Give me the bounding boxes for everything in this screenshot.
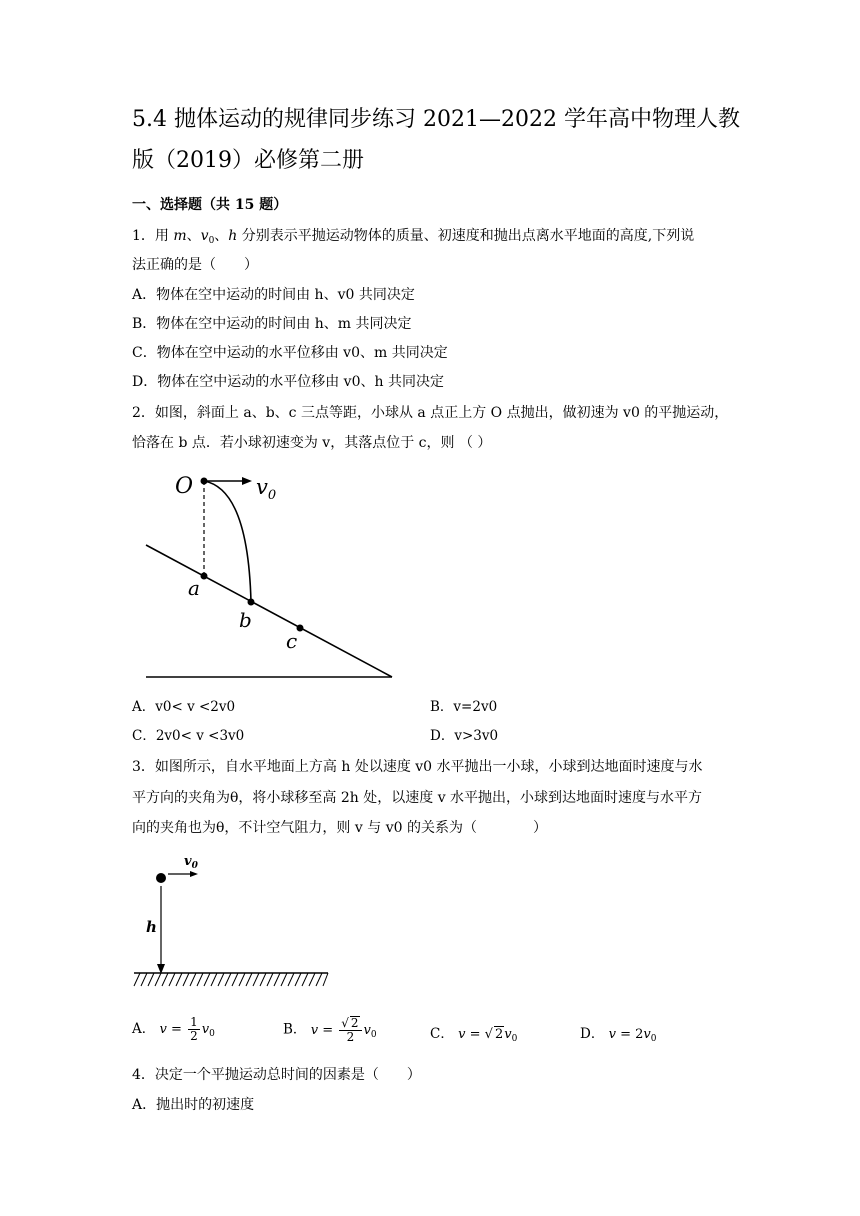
q3-option-a: A． v = $\frac{1}{2}$ $v_0$ <box>132 1015 215 1043</box>
q3-option-b: B． v = $\frac{√ 2}{2}$ $v_0$ <box>283 1016 377 1044</box>
q4-option-a: A．抛出时的初速度 <box>132 1097 255 1113</box>
q1-option-c: C．物体在空中运动的水平位移由 v0、m 共同决定 <box>132 345 448 361</box>
q2-incline-figure <box>140 465 400 685</box>
doc-title-line2: 版（2019）必修第二册 <box>132 148 364 173</box>
ground-hatching <box>134 973 328 986</box>
arrowhead-icon <box>242 477 252 485</box>
q2-option-c: C．2v0< v <3v0 <box>132 728 245 744</box>
label-b: b <box>239 608 252 632</box>
q1-option-a: A．物体在空中运动的时间由 h、v0 共同决定 <box>132 287 415 303</box>
q2-option-b: B．v=2v0 <box>430 699 498 715</box>
q4-stem: 4．决定一个平抛运动总时间的因素是（ ） <box>132 1067 421 1083</box>
point-a <box>201 573 208 580</box>
label-v0: $v_0$ <box>256 475 277 503</box>
q3-option-d-formula: $v = 2v_0$ <box>608 1027 657 1044</box>
q1-stem-line2: 法正确的是（ ） <box>132 257 258 273</box>
point-b <box>248 599 255 606</box>
q1-option-d: D．物体在空中运动的水平位移由 v0、h 共同决定 <box>132 374 444 390</box>
point-o <box>201 478 208 485</box>
q3-height-figure <box>128 848 338 1000</box>
q1-option-b: B．物体在空中运动的时间由 h、m 共同决定 <box>132 316 412 332</box>
q3-stem-line3: 向的夹角也为θ，不计空气阻力，则 v 与 v0 的关系为（ ） <box>132 820 547 836</box>
point-c <box>297 625 304 632</box>
q3-option-c: C． v = √ $2v_0$ <box>430 1026 518 1044</box>
trajectory-curve <box>204 481 251 602</box>
label-h: h <box>146 918 157 936</box>
q3-stem-line1: 3．如图所示，自水平地面上方高 h 处以速度 v0 水平抛出一小球，小球到达地面时速度与水 <box>132 759 703 775</box>
section-heading: 一、选择题（共 15 题） <box>132 197 288 213</box>
q3-stem-line2: 平方向的夹角为θ，将小球移至高 2h 处，以速度 v 水平抛出，小球到达地面时速度与水平方 <box>132 790 703 806</box>
q2-option-d: D．v>3v0 <box>430 728 499 744</box>
label-o: O <box>175 474 194 499</box>
incline-line <box>146 545 392 677</box>
ball <box>156 873 166 883</box>
q3-option-a-formula: v = $\frac{1}{2}$ $v_0$ <box>159 1015 215 1043</box>
q2-stem-line1: 2．如图，斜面上 a、b、c 三点等距，小球从 a 点正上方 O 点抛出，做初速为 v0 的平抛运动， <box>132 405 729 421</box>
label-v0: $v_0$ <box>184 854 198 871</box>
label-a: a <box>188 576 200 600</box>
label-c: c <box>286 629 298 653</box>
doc-title-line1: 5.4 抛体运动的规律同步练习 2021—2022 学年高中物理人教 <box>132 107 740 132</box>
q1-stem-line1: 1．用 m、$v_0$、h 分别表示平抛运动物体的质量、初速度和抛出点离水平地面的高度,下列说 <box>132 228 695 246</box>
q2-stem-line2: 恰落在 b 点．若小球初速变为 v，其落点位于 c，则 （ ） <box>132 435 492 451</box>
arrowhead-icon <box>190 871 198 877</box>
q3-option-d: D． $v = 2v_0$ <box>580 1026 657 1044</box>
q3-option-c-formula: v = √ $2v_0$ <box>458 1027 518 1044</box>
q3-option-b-formula: v = $\frac{√ 2}{2}$ $v_0$ <box>310 1016 377 1044</box>
q2-option-a: A．v0< v <2v0 <box>132 699 236 715</box>
